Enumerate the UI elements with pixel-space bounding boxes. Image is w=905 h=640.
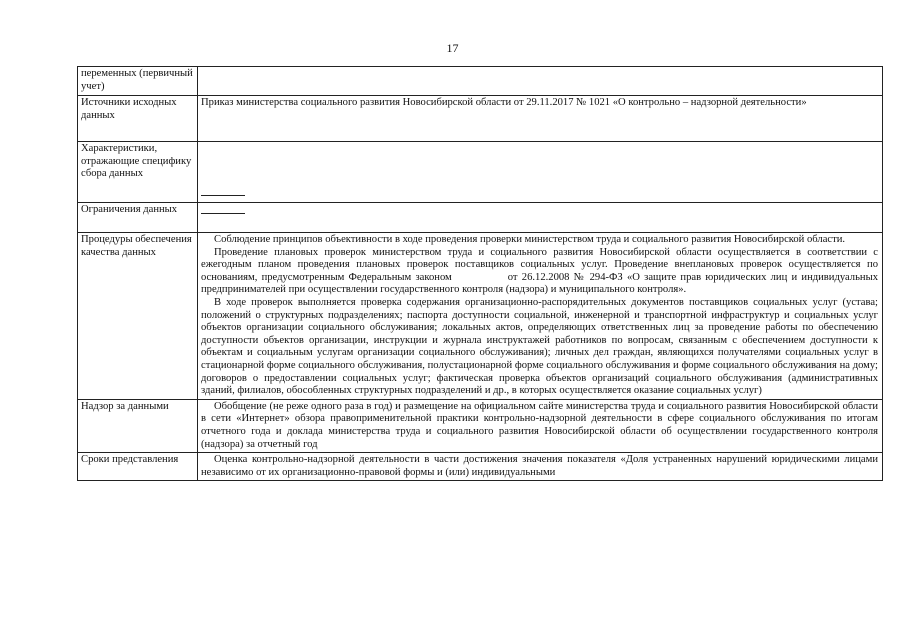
quality-paragraph-2-law-ref: от 26.12.2008 № 294-ФЗ «О защите прав юридических лиц и индивидуальных предпринимателей при осуществлении государственного контроля (надзора) и муниципального контроля». — [201, 271, 879, 296]
data-sources-text: Приказ министерства социального развития Новосибирской области от 29.11.2017 № 1021 «О контрольно – надзорной деятельности» — [201, 97, 807, 108]
table-row-collection-specifics — [78, 142, 883, 203]
table-row-data-limits — [78, 203, 883, 233]
row-content-data-sources — [198, 96, 883, 142]
quality-paragraph-2 — [201, 247, 878, 297]
empty-value-line — [201, 204, 245, 214]
table-row-quality-procedures — [78, 233, 883, 400]
row-label-submission-terms: Сроки представления — [78, 453, 198, 481]
row-label-variables: переменных (первичный учет) — [78, 67, 198, 96]
quality-paragraph-3: В ходе проверок выполняется проверка содержания организационно-распорядительных документов поставщиков социальных услуг (устава; положений о структурных подразделениях; паспорта доступности социальной, инженерной и транспортной инфраструктур и социальных услуг объектов организации социального обслуживания; локальных актов, определяющих ответственных лиц за проведение работы по обеспечению доступности объектов организации, инструкции и журнала инструктажей работников по вопросам, связанным с обеспечением доступности к объектам и социальным услугам организации социального обслуживания); личных дел граждан, являющихся получателями социальных услуг в стационарной форме социального обслуживания, полустационарной форме социального обслуживания и форме социального обслуживания на дому; договоров о предоставлении социальных услуг; фактическая проверка объектов организаций социального обслуживания (административных зданий, филиалов, обособленных структурных подразделений и др., в которых осуществляется оказание социальных услуг) — [201, 296, 878, 397]
table-row-variables — [78, 67, 883, 96]
empty-value-line — [201, 186, 245, 196]
submission-paragraph: Оценка контрольно-надзорной деятельности в части достижения значения показателя «Доля устраненных нарушений юридическими лицами независимо от их организационно-правовой формы и (или) индивидуальными — [201, 454, 878, 478]
row-content-collection-specifics — [198, 142, 883, 203]
indicator-passport-table — [77, 66, 883, 481]
row-label-data-supervision: Надзор за данными — [78, 399, 198, 452]
table-row-data-sources — [78, 96, 883, 142]
supervision-paragraph: Обобщение (не реже одного раза в год) и размещение на официальном сайте министерства труда и социального развития Новосибирской области в сети «Интернет» обзора правоприменительной практики контрольно-надзорной деятельности в сфере социального обслуживания по итогам отчетного года и доклада министерства труда и социального развития Новосибирской области об осуществлении государственного контроля (надзора) за отчетный год — [201, 400, 878, 450]
table-row-data-supervision — [78, 399, 883, 452]
quality-paragraph-1: Соблюдение принципов объективности в ходе проведения проверки министерством труда и социального развития Новосибирской области. — [214, 234, 846, 245]
row-content-submission-terms — [198, 453, 883, 481]
row-content-variables — [198, 67, 883, 96]
row-label-quality-procedures: Процедуры обеспечения качества данных — [78, 233, 198, 400]
row-label-data-limits: Ограничения данных — [78, 203, 198, 233]
row-label-data-sources: Источники исходных данных — [78, 96, 198, 142]
quality-paragraph-2-text: Проведение плановых проверок министерством труда и социального развития Новосибирской области осуществляется в соответствии с ежегодным планом проведения плановых проверок поставщиков социальных услуг. Проведение внеплановых проверок осуществляется по основаниям, предусмотренным Федеральным законом — [201, 246, 878, 283]
row-content-data-supervision — [198, 399, 883, 452]
row-label-collection-specifics: Характеристики, отражающие специфику сбора данных — [78, 142, 198, 203]
row-content-data-limits — [198, 203, 883, 233]
page-number: 17 — [446, 41, 459, 55]
table-row-submission-terms — [78, 453, 883, 481]
row-content-quality-procedures — [198, 233, 883, 400]
